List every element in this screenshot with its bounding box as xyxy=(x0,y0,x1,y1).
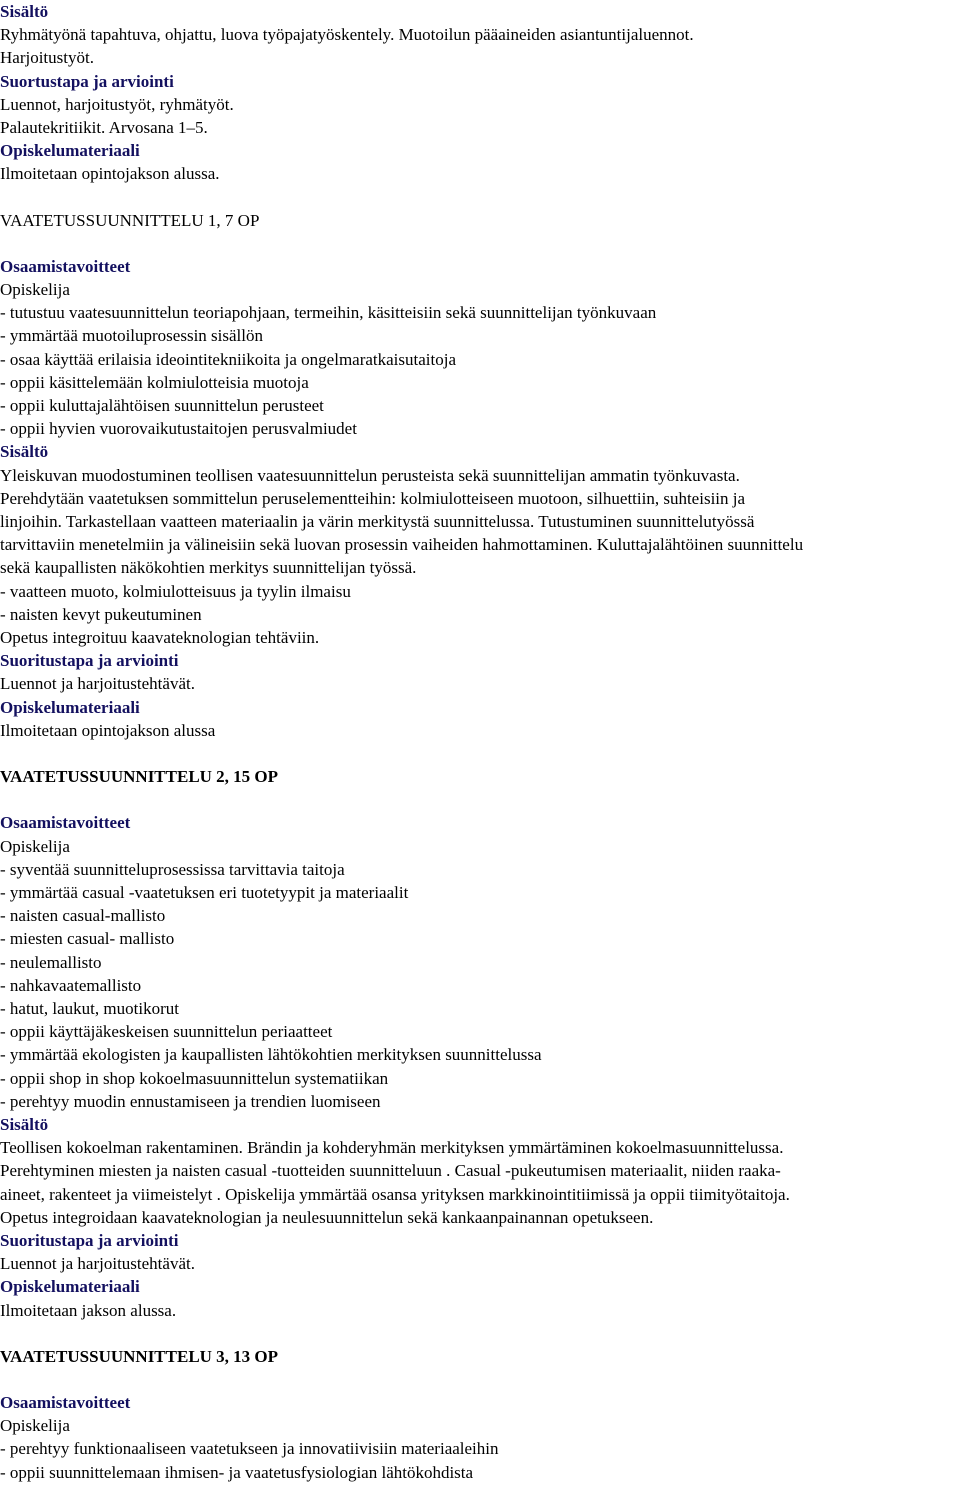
paragraph-line: Perehdytään vaatetuksen sommittelun peruselementteihin: kolmiulotteiseen muotoon, silhuettiin, suhteisiin ja xyxy=(0,488,746,508)
paragraph-line: Ilmoitetaan opintojakson alussa. xyxy=(0,164,220,184)
paragraph-line: - naisten kevyt pukeutuminen xyxy=(0,604,202,624)
paragraph-line: Ryhmätyönä tapahtuva, ohjattu, luova työpajatyöskentely. Muotoilun pääaineiden asiantuntijaluennot. xyxy=(0,25,694,45)
paragraph-line: Luennot ja harjoitustehtävät. xyxy=(0,1254,195,1274)
course-section xyxy=(0,1345,960,1484)
content-heading: Sisältö xyxy=(0,442,49,462)
outcome-item: - oppii käsittelemään kolmiulotteisia muotoja xyxy=(0,372,309,392)
paragraph-line: Opetus integroituu kaavateknologian tehtäviin. xyxy=(0,628,320,648)
material-heading: Opiskelumateriaali xyxy=(0,141,140,161)
paragraph-line: tarvittaviin menetelmiin ja välineisiin sekä luovan prosessin vaiheiden hahmottaminen. Kuluttajalähtöinen suunnittelu xyxy=(0,535,804,555)
course-title: VAATETUSSUUNNITTELU 2, 15 OP xyxy=(0,767,279,787)
method-heading: Suortustapa ja arviointi xyxy=(0,71,174,91)
paragraph-line: Opetus integroidaan kaavateknologian ja neulesuunnittelun sekä kankaanpainannan opetukseen. xyxy=(0,1207,654,1227)
outcome-item: - ymmärtää casual -vaatetuksen eri tuotetyypit ja materiaalit xyxy=(0,882,409,902)
outcome-item: - perehtyy funktionaaliseen vaatetukseen ja innovatiivisiin materiaaleihin xyxy=(0,1439,499,1459)
paragraph-line: - vaatteen muoto, kolmiulotteisuus ja tyylin ilmaisu xyxy=(0,581,351,601)
method-heading: Suoritustapa ja arviointi xyxy=(0,651,179,671)
material-heading: Opiskelumateriaali xyxy=(0,697,140,717)
student-label: Opiskelija xyxy=(0,280,70,300)
method-heading: Suoritustapa ja arviointi xyxy=(0,1230,179,1250)
outcome-item: - nahkavaatemallisto xyxy=(0,975,142,995)
outcome-item: - ymmärtää muotoiluprosessin sisällön xyxy=(0,326,263,346)
paragraph-line: Perehtyminen miesten ja naisten casual -tuotteiden suunnitteluun . Casual -pukeutumisen materiaalit, niiden raaka- xyxy=(0,1161,781,1181)
outcome-item: - oppii käyttäjäkeskeisen suunnittelun periaatteet xyxy=(0,1022,333,1042)
paragraph-line: sekä kaupallisten näkökohtien merkitys suunnittelijan työssä. xyxy=(0,558,417,578)
outcomes-heading: Osaamistavoitteet xyxy=(0,813,131,833)
outcome-item: - miesten casual- mallisto xyxy=(0,929,175,949)
student-label: Opiskelija xyxy=(0,836,70,856)
outcome-item: - oppii kuluttajalähtöisen suunnittelun perusteet xyxy=(0,396,324,416)
paragraph-line: Harjoitustyöt. xyxy=(0,48,94,68)
intro-section xyxy=(0,0,960,186)
outcome-item: - osaa käyttää erilaisia ideointitekniikoita ja ongelmaratkaisutaitoja xyxy=(0,349,457,369)
outcomes-heading: Osaamistavoitteet xyxy=(0,1392,131,1412)
paragraph-line: linjoihin. Tarkastellaan vaatteen materiaalin ja värin merkitystä suunnittelussa. Tutustuminen suunnittelutyössä xyxy=(0,512,755,532)
paragraph-line: Luennot ja harjoitustehtävät. xyxy=(0,674,195,694)
outcome-item: - perehtyy muodin ennustamiseen ja trendien luomiseen xyxy=(0,1091,381,1111)
outcome-item: - syventää suunnitteluprosessissa tarvittavia taitoja xyxy=(0,859,345,879)
outcome-item: - oppii hyvien vuorovaikutustaitojen perusvalmiudet xyxy=(0,419,357,439)
course-section xyxy=(0,209,960,742)
paragraph-line: Ilmoitetaan jakson alussa. xyxy=(0,1300,177,1320)
content-heading: Sisältö xyxy=(0,1114,49,1134)
material-heading: Opiskelumateriaali xyxy=(0,1277,140,1297)
paragraph-line: Yleiskuvan muodostuminen teollisen vaatesuunnittelun perusteista sekä suunnittelijan ammatin työnkuvasta. xyxy=(0,465,740,485)
outcome-item: - oppii suunnittelemaan ihmisen- ja vaatetusfysiologian lähtökohdista xyxy=(0,1462,474,1482)
outcome-item: - neulemallisto xyxy=(0,952,102,972)
outcomes-heading: Osaamistavoitteet xyxy=(0,256,131,276)
outcome-item: - tutustuu vaatesuunnittelun teoriapohjaan, termeihin, käsitteisiin sekä suunnittelijan työnkuvaan xyxy=(0,303,657,323)
course-section xyxy=(0,765,960,1322)
course-title: VAATETUSSUUNNITTELU 1, 7 OP xyxy=(0,210,260,230)
paragraph-line: Teollisen kokoelman rakentaminen. Brändin ja kohderyhmän merkityksen ymmärtäminen kokoelmasuunnittelussa. xyxy=(0,1138,784,1158)
paragraph-line: aineet, rakenteet ja viimeistelyt . Opiskelija ymmärtää osansa yrityksen markkinointitiimissä ja oppii tiimityötaitoja. xyxy=(0,1184,790,1204)
paragraph-line: Ilmoitetaan opintojakson alussa xyxy=(0,720,216,740)
paragraph-line: Luennot, harjoitustyöt, ryhmätyöt. xyxy=(0,94,234,114)
outcome-item: - hatut, laukut, muotikorut xyxy=(0,998,179,1018)
outcome-item: - ymmärtää ekologisten ja kaupallisten lähtökohtien merkityksen suunnittelussa xyxy=(0,1045,542,1065)
student-label: Opiskelija xyxy=(0,1416,70,1436)
outcome-item: - naisten casual-mallisto xyxy=(0,906,166,926)
paragraph-line: Palautekritiikit. Arvosana 1–5. xyxy=(0,118,208,138)
course-title: VAATETUSSUUNNITTELU 3, 13 OP xyxy=(0,1346,279,1366)
outcome-item: - oppii shop in shop kokoelmasuunnittelun systematiikan xyxy=(0,1068,389,1088)
content-heading: Sisältö xyxy=(0,2,49,21)
